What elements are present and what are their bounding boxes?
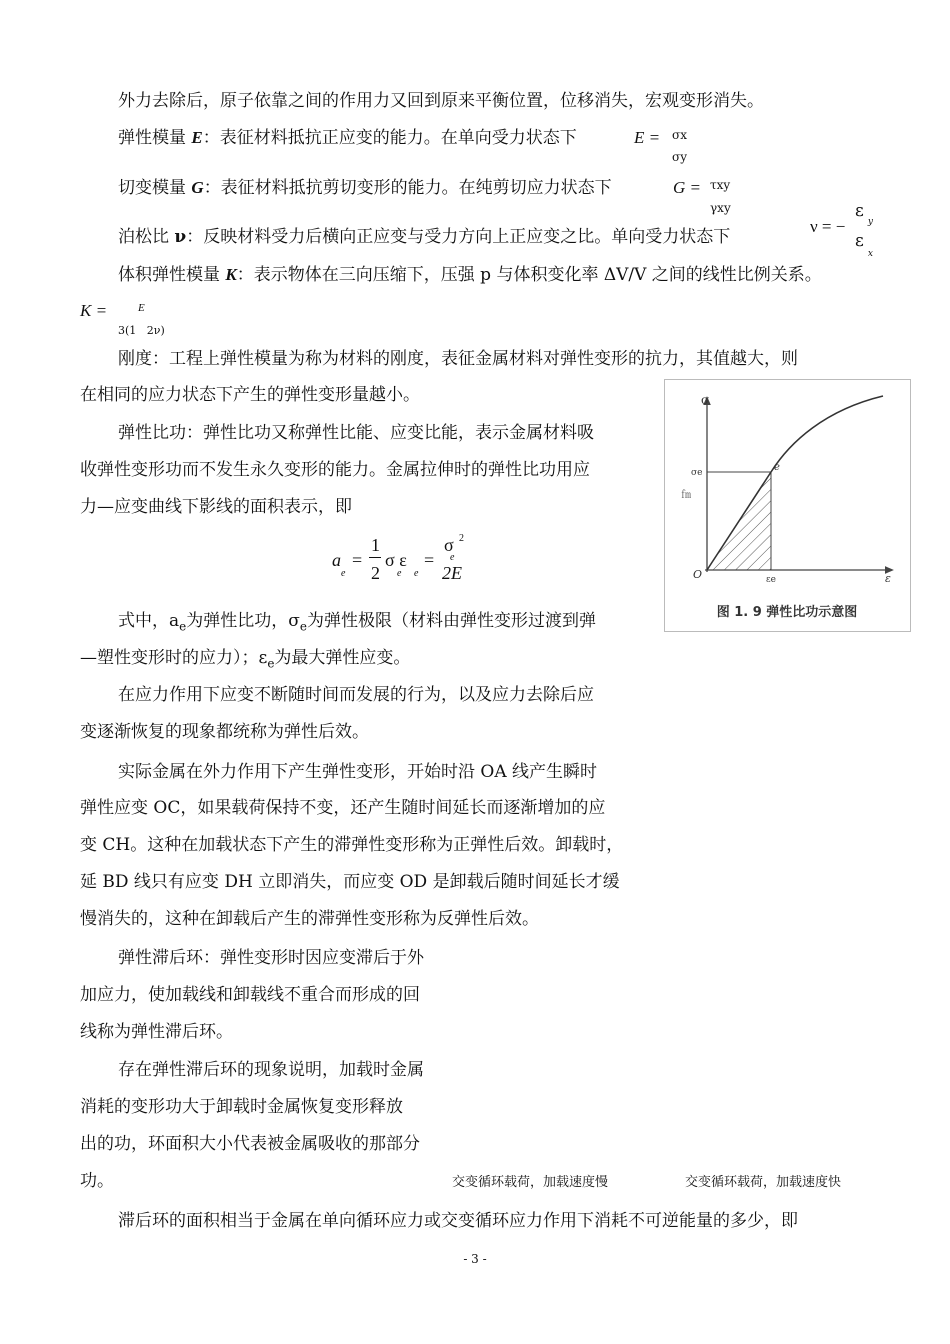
text-segment: ：表征材料抵抗剪切变形的能力。在纯剪切应力状态下 (203, 178, 612, 198)
text-segment: 泊松比 (118, 227, 175, 247)
paragraph-bulk-modulus (118, 264, 822, 286)
subscript: e (450, 552, 455, 563)
paragraph-formula-explanation (118, 610, 596, 637)
paragraph-elastic-aftereffect: 在应力作用下应变不断随时间而发展的行为，以及应力去除后应 (118, 685, 594, 705)
formula-K-numerator: E (138, 302, 145, 314)
paragraph-line: 变逐渐恢复的现象都统称为弹性后效。 (80, 722, 369, 742)
sigma-epsilon: σ ε (385, 550, 407, 570)
paragraph-shear-modulus (118, 177, 612, 199)
formula-G-lhs: G = (673, 178, 701, 197)
formula-G-numerator: τxy (710, 178, 731, 192)
equals-sign: = (424, 550, 435, 570)
side-mark: ㎙ (681, 490, 691, 501)
subscript: e (341, 568, 346, 579)
symbol-epsilon: ε (855, 231, 864, 251)
subscript: e (299, 619, 307, 634)
text-segment: 切变模量 (118, 178, 192, 198)
formula-E-numerator: σx (672, 128, 687, 142)
paragraph-line: 力—应变曲线下影线的面积表示，即 (80, 497, 352, 517)
subscript: e (267, 656, 275, 671)
paragraph-line (80, 647, 410, 674)
fraction-denominator: 2E (442, 563, 462, 583)
text-segment: —塑性变形时的应力）；ε (80, 648, 268, 668)
text-segment: ：反映材料受力后横向正应变与受力方向上正应变之比。单向受力状态下 (186, 227, 731, 247)
subscript: x (867, 249, 873, 259)
text-segment: 为最大弹性应变。 (274, 648, 411, 668)
formula-E-denominator: σy (672, 150, 687, 164)
stress-strain-diagram (665, 380, 910, 631)
y-axis-label: σ (701, 393, 710, 407)
paragraph-line: 变 CH。这种在加载状态下产生的滞弹性变形称为正弹性后效。卸载时， (80, 835, 624, 855)
paragraph-hysteresis: 弹性滞后环：弹性变形时因应变滞后于外 (118, 948, 424, 968)
paragraph-last: 滞后环的面积相当于金属在单向循环应力或交变循环应力作用下消耗不可逆能量的多少，即 (118, 1211, 798, 1231)
fraction-numerator: 1 (371, 535, 380, 555)
subscript: e (397, 568, 402, 579)
paragraph-stiffness: 刚度：工程上弹性模量为称为材料的刚度，表征金属材料对弹性变形的抗力，其值越大，则 (118, 349, 798, 369)
text-segment: 弹性模量 (118, 128, 192, 148)
paragraph-line: 线称为弹性滞后环。 (80, 1022, 233, 1042)
formula-G-denominator: γxy (710, 201, 731, 215)
fraction-bar (369, 557, 381, 558)
formula-ae (328, 535, 478, 591)
text-segment: 式中，a (118, 611, 180, 631)
symbol-epsilon: ε (855, 201, 864, 221)
paragraph-line: 在相同的应力状态下产生的弹性变形量越小。 (80, 385, 420, 405)
paragraph-line: 消耗的变形功大于卸载时金属恢复变形释放 (80, 1097, 403, 1117)
subscript: y (867, 217, 873, 227)
text-segment: 为弹性比功，σ (186, 611, 300, 631)
epsilon-e-label: εe (766, 575, 776, 585)
figure-caption-fast: 交变循环载荷，加载速度快 (685, 1175, 842, 1190)
paragraph-line: 弹性应变 OC，如果载荷保持不变，还产生随时间延长而逐渐增加的应 (80, 798, 606, 818)
paragraph-poisson-ratio (118, 226, 730, 248)
subscript: e (179, 619, 187, 634)
subscript: e (414, 568, 419, 579)
paragraph-line: 外力去除后，原子依靠之间的作用力又回到原来平衡位置，位移消失，宏观变形消失。 (118, 91, 764, 111)
x-axis-label: ε (885, 572, 891, 585)
formula-nu-denominator (855, 230, 873, 259)
paragraph-line: 收弹性变形功而不发生永久变形的能力。金属拉伸时的弹性比功用应 (80, 460, 590, 480)
superscript: 2 (459, 533, 464, 544)
fraction-denominator: 2 (371, 563, 380, 583)
symbol-G: G (191, 178, 204, 197)
text-segment: ：表示物体在三向压缩下，压强 p 与体积变化率 ΔV/V 之间的线性比例关系。 (236, 265, 822, 285)
symbol-a: a (332, 550, 341, 570)
figure-elastic-work (664, 379, 911, 632)
text-segment: 为弹性极限（材料由弹性变形过渡到弹 (306, 611, 596, 631)
formula-K-lhs: K = (80, 301, 108, 320)
origin-label: O (693, 568, 703, 581)
equals-sign: = (352, 550, 363, 570)
paragraph-line: 加应力，使加载线和卸载线不重合而形成的回 (80, 985, 420, 1005)
paragraph-line: 出的功，环面积大小代表被金属吸收的那部分 (80, 1134, 420, 1154)
symbol-K: K (225, 265, 237, 284)
text-segment: ：表征材料抵抗正应变的能力。在单向受力状态下 (202, 128, 577, 148)
fraction-numerator: σ (444, 535, 454, 555)
point-e-label: e (774, 462, 780, 473)
figure-caption-slow: 交变循环载荷，加载速度慢 (452, 1175, 609, 1190)
paragraph-elastic-modulus (118, 127, 577, 149)
text-segment: 体积弹性模量 (118, 265, 226, 285)
paragraph-line: 延 BD 线只有应变 DH 立即消失，而应变 OD 是卸载后随时间延长才缓 (80, 872, 620, 892)
sigma-e-label: σe (691, 468, 703, 478)
paragraph-line: 慢消失的，这种在卸载后产生的滞弹性变形称为反弹性后效。 (80, 909, 539, 929)
figure-caption: 图 1. 9 弹性比功示意图 (716, 605, 858, 620)
paragraph-elastic-work: 弹性比功：弹性比功又称弹性比能、应变比能，表示金属材料吸 (118, 423, 594, 443)
page-number: - 3 - (463, 1252, 487, 1266)
paragraph-hysteresis-meaning: 存在弹性滞后环的现象说明，加载时金属 (118, 1060, 424, 1080)
formula-K-denominator: 3(1 2ν) (118, 324, 165, 337)
paragraph-aftereffect-detail: 实际金属在外力作用下产生弹性变形，开始时沿 OA 线产生瞬时 (118, 762, 598, 782)
paragraph-line: 功。 (80, 1171, 114, 1191)
symbol-nu: ν (174, 227, 187, 247)
symbol-E: E (191, 128, 203, 147)
formula-nu-numerator (855, 200, 873, 227)
formula-E-lhs: E = (634, 128, 661, 147)
formula-nu-lhs: ν = − (810, 217, 846, 236)
